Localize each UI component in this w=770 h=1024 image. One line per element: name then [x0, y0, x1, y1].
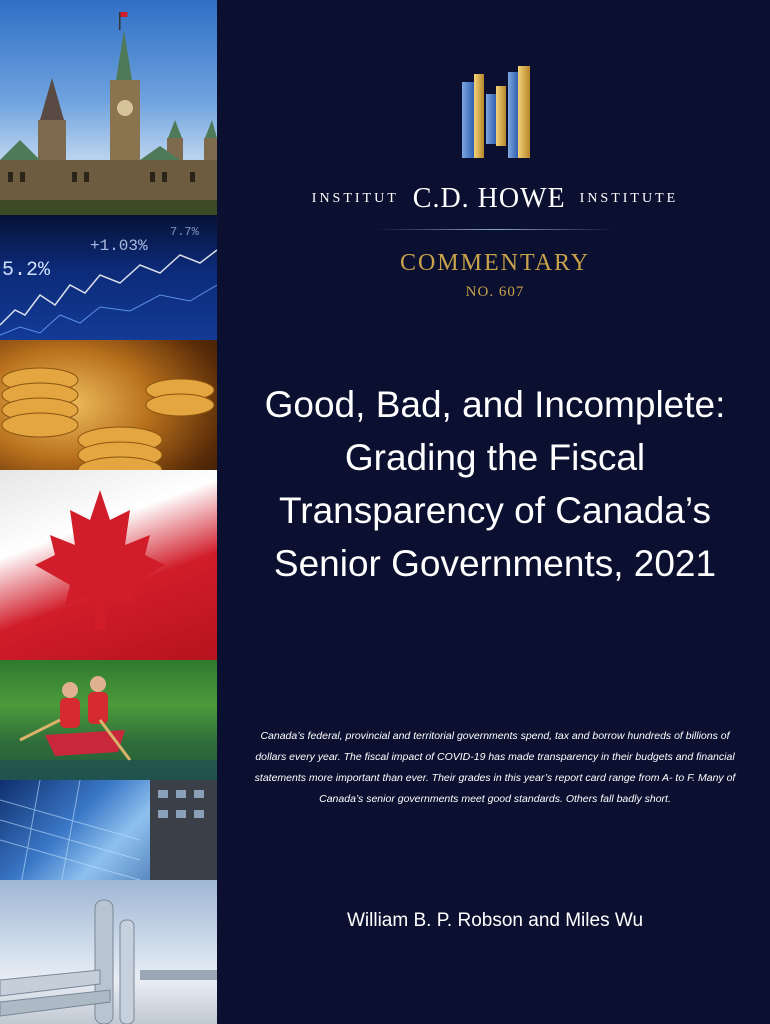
parliament-illustration — [0, 0, 217, 225]
parliament-photo — [0, 0, 217, 225]
series-number: NO. 607 — [465, 284, 525, 300]
cover-photo-collage — [0, 0, 217, 1024]
canada-flag-photo — [0, 470, 217, 685]
series-label: COMMENTARY — [399, 250, 591, 276]
document-authors: William B. P. Robson and Miles Wu — [346, 910, 644, 931]
market-label-2: +1.03% — [90, 237, 148, 255]
market-chart-illustration — [0, 215, 217, 350]
institute-main-name: C.D. HOWE — [412, 183, 566, 214]
market-label-1: 5.2% — [2, 259, 51, 282]
institute-french-label: INSTITUT — [311, 191, 399, 206]
glass-facade-illustration — [0, 780, 217, 890]
maple-leaf-icon — [0, 470, 217, 685]
institute-english-label: INSTITUTE — [579, 191, 679, 206]
document-title: Good, Bad, and Incomplete: Grading the Fiscal Transparency of Canada’s Senior Governments, 2021 — [264, 384, 726, 584]
market-ticker-photo — [0, 215, 217, 350]
pipeline-illustration — [0, 880, 217, 1024]
glass-building-photo — [0, 780, 217, 890]
institute-name — [220, 183, 770, 215]
document-summary: Canada’s federal, provincial and territorial governments spend, tax and borrow hundreds of billions of dollars every year. The fiscal impact of COVID-19 has made transparency in their budgets and financial statements more important than ever. Their grades in this year’s report card range from A- to F. Many of Canada’s senior governments meet good standards. Others fall badly short. — [254, 730, 736, 805]
cd-howe-logo-icon — [458, 64, 534, 164]
header-divider — [375, 229, 615, 230]
pipeline-photo — [0, 880, 217, 1024]
market-label-3: 7.7% — [170, 225, 199, 239]
